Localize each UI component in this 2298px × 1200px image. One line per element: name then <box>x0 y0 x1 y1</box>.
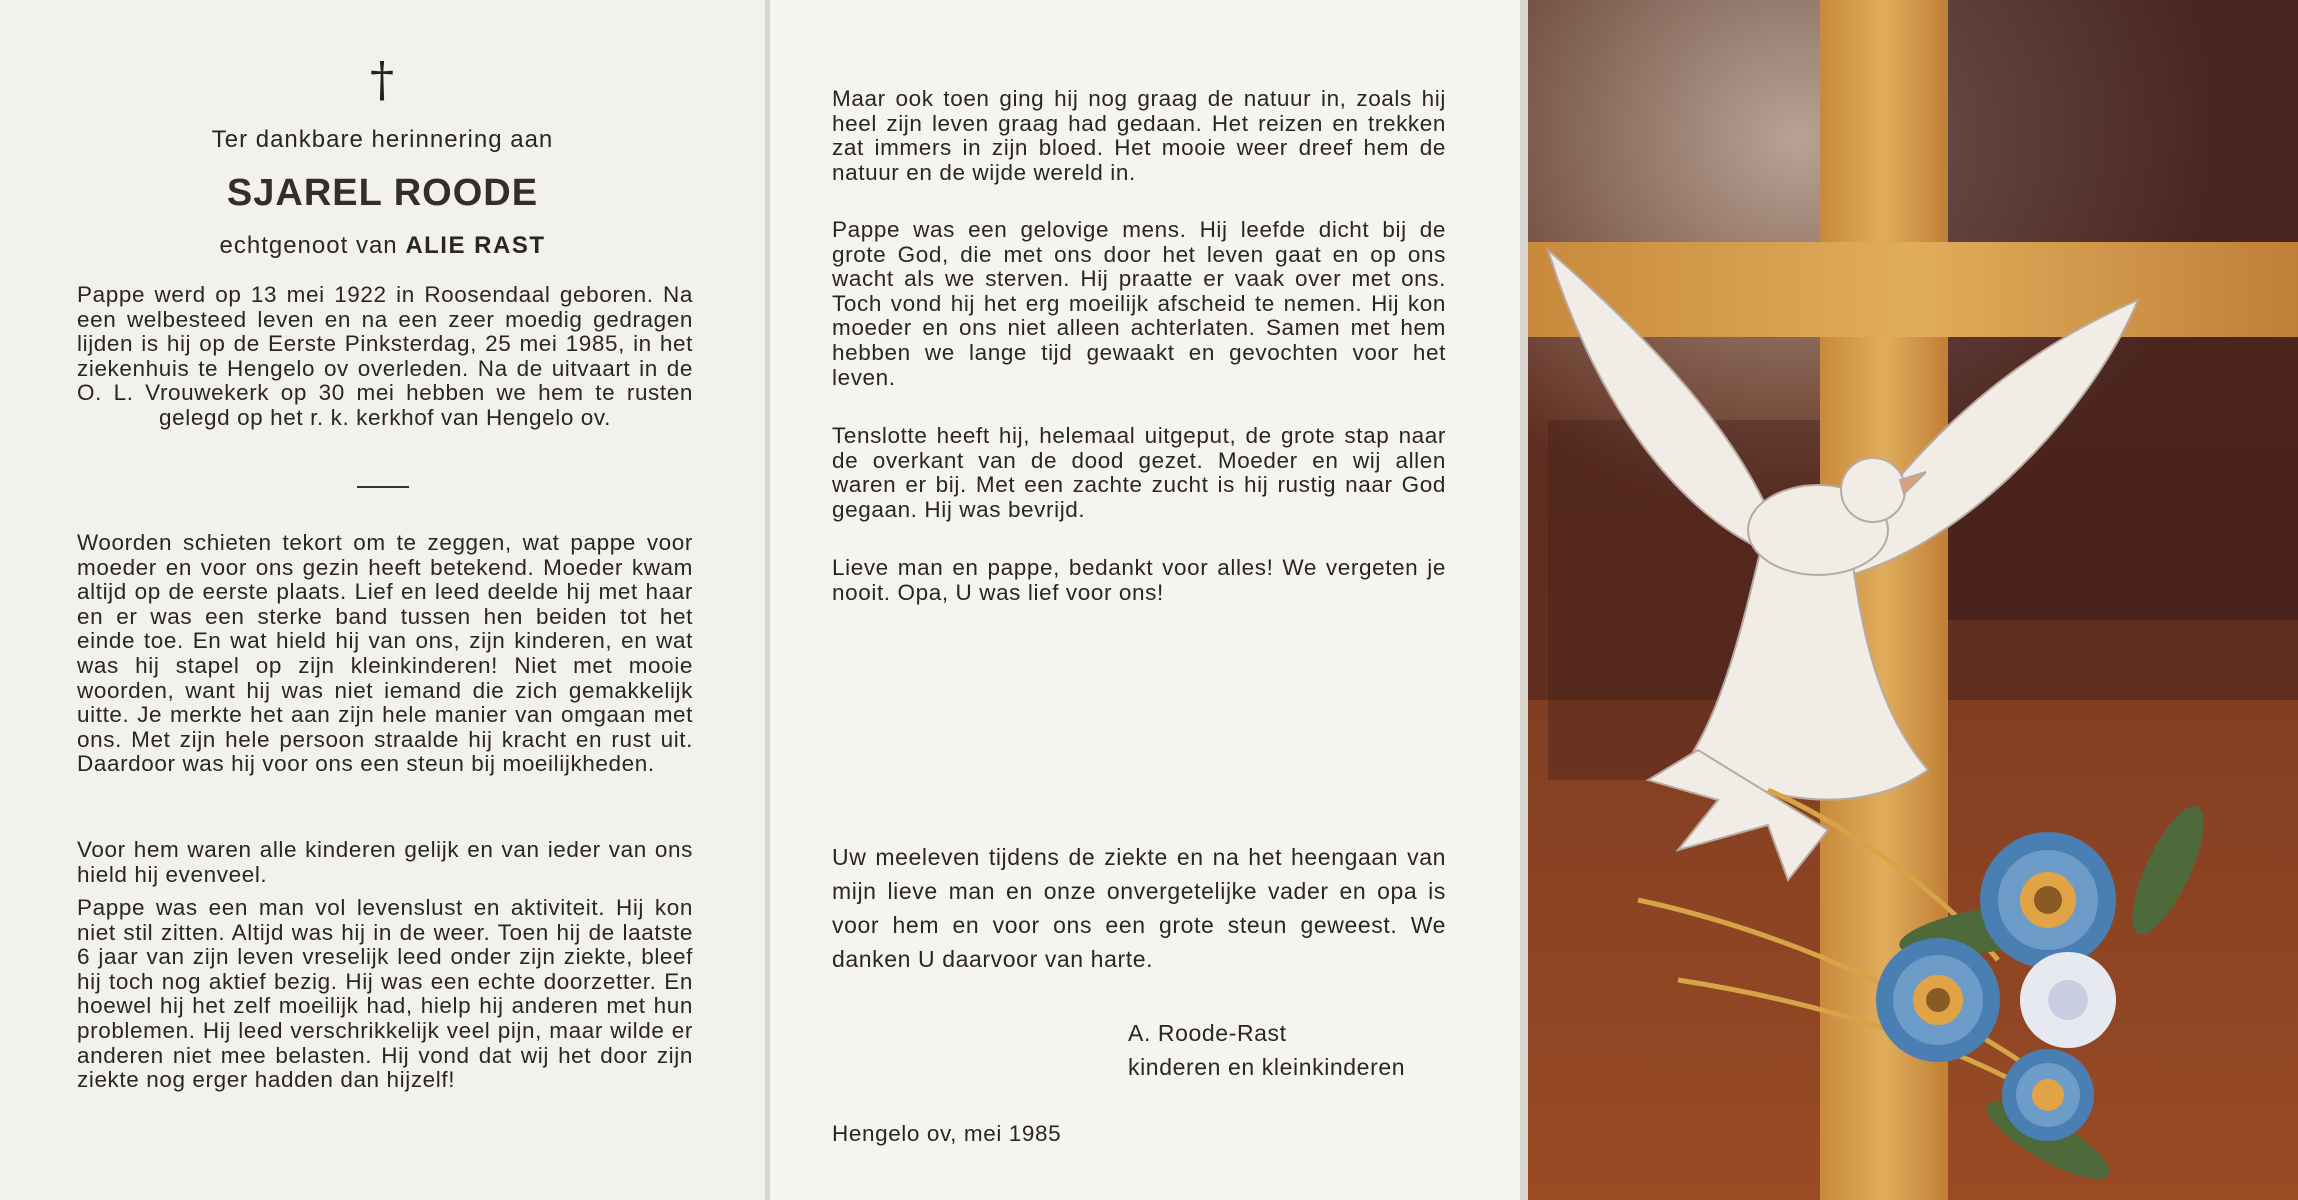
middle-paragraph-4: Lieve man en pappe, bedankt voor alles! We vergeten je nooit. Opa, U was lief voor ons! <box>832 555 1446 605</box>
artwork-panel <box>1528 0 2298 1200</box>
cross-symbol: † <box>370 52 394 108</box>
signature-family: kinderen en kleinkinderen <box>1128 1054 1406 1080</box>
memorial-paragraph-1: Woorden schieten tekort om te zeggen, wat pappe voor moeder en voor ons gezin heeft betekend. Moeder kwam altijd op de eerste plaats. Lief en leed deelde hij met haar en er was een sterke band tussen hen beiden tot het einde toe. En wat hield hij van ons, zijn kinderen, en wat was hij stapel op zijn kleinkinderen! Niet met mooie woorden, want hij was niet iemand die zich gemakkelijk uitte. Je merkte het aan zijn hele manier van omgaan met ons. Met zijn hele persoon straalde hij kracht en rust uit. Daardoor was hij voor ons een steun bij moeilijkheden. <box>77 530 693 777</box>
left-panel <box>0 0 765 1200</box>
divider <box>357 486 409 488</box>
memorial-paragraph-3: Pappe was een man vol levenslust en aktiviteit. Hij kon niet stil zitten. Altijd was hij in de weer. Toen hij de laatste 6 jaar van zijn leven vreselijk leed onder zijn ziekte, bleef hij toch nog aktief bezig. Hij was een echte doorzetter. En hoewel hij het zelf moeilijk had, hielp hij anderen met hun problemen. Hij leed verschrikkelijk veel pijn, maar wilde er anderen niet mee belasten. Hij vond dat wij het door zijn ziekte nog erger hadden dan hijzelf! <box>77 895 693 1093</box>
thanks-paragraph: Uw meeleven tijdens de ziekte en na het heengaan van mijn lieve man en onze onvergetelijke vader en opa is voor hem en voor ons een grote steun geweest. We danken U daarvoor van harte. <box>832 844 1446 972</box>
place-date: Hengelo ov, mei 1985 <box>832 1121 1062 1146</box>
middle-paragraph-2: Pappe was een gelovige mens. Hij leefde dicht bij de grote God, die met ons door het leven gaat en op ons wacht als we sterven. Hij praatte er vaak over met ons. Toch vond hij het erg moeilijk afscheid te nemen. Hij kon moeder en ons niet alleen achterlaten. Samen met hem hebben we lange tijd gewaakt en gevochten voor het leven. <box>832 217 1446 390</box>
spouse-name: ALIE RAST <box>405 232 546 259</box>
middle-paragraph-3: Tenslotte heeft hij, helemaal uitgeput, de grote stap naar de overkant van de dood gezet. Moeder en wij allen waren er bij. Met een zachte zucht is hij rustig naar God gegaan. Hij was bevrijd. <box>832 423 1446 522</box>
spouse-line <box>0 232 765 260</box>
artwork-image <box>1528 0 2298 1200</box>
spouse-prefix: echtgenoot van <box>219 232 398 259</box>
deceased-name: SJAREL ROODE <box>226 172 539 214</box>
memorial-paragraph-2: Voor hem waren alle kinderen gelijk en van ieder van ons hield hij evenveel. <box>77 837 693 887</box>
intro-line: Ter dankbare herinnering aan <box>211 126 554 153</box>
bio-paragraph: Pappe werd op 13 mei 1922 in Roosendaal geboren. Na een welbesteed leven en na een zeer moedig gedragen lijden is hij op de Eerste Pinksterdag, 25 mei 1985, in het ziekenhuis te Hengelo ov overleden. Na de uitvaart in de O. L. Vrouwekerk op 30 mei hebben we hem te rusten gelegd op het r. k. kerkhof van Hengelo ov. <box>77 282 693 430</box>
signature-name: A. Roode-Rast <box>1128 1020 1287 1046</box>
middle-paragraph-1: Maar ook toen ging hij nog graag de natuur in, zoals hij heel zijn leven graag had gedaan. Het reizen en trekken zat immers in zijn bloed. Het mooie weer dreef hem de natuur en de wijde wereld in. <box>832 86 1446 185</box>
signature <box>1128 1016 1405 1084</box>
